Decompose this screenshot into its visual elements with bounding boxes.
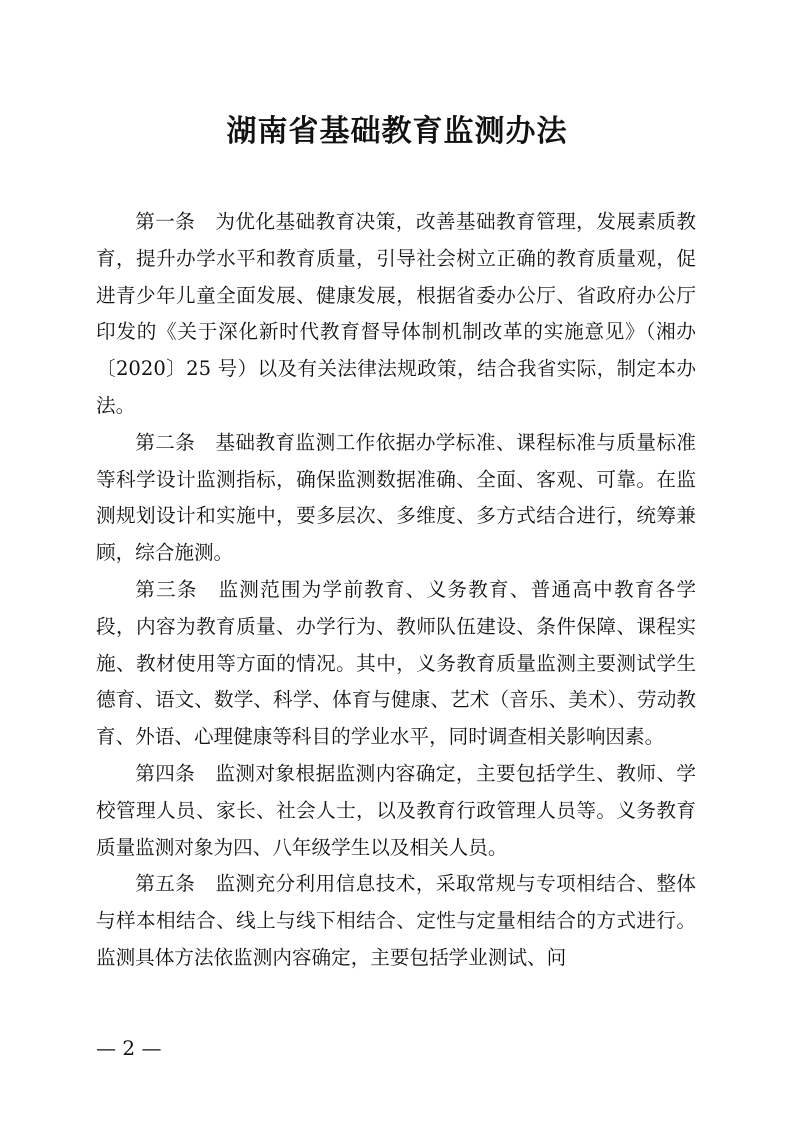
document-body xyxy=(96,204,696,977)
page-number: — 2 — xyxy=(96,1036,162,1060)
article-4-paragraph: 第四条 监测对象根据监测内容确定，主要包括学生、教师、学校管理人员、家长、社会人士，以及教育行政管理人员等。义务教育质量监测对象为四、八年级学生以及相关人员。 xyxy=(96,761,696,859)
article-1-paragraph: 第一条 为优化基础教育决策，改善基础教育管理，发展素质教育，提升办学水平和教育质量，引导社会树立正确的教育质量观，促进青少年儿童全面发展、健康发展，根据省委办公厅、省政府办公厅印发的《关于深化新时代教育督导体制机制改革的实施意见》（湘办〔2020〕25 号）以及有关法律法规政策，结合我省实际，制定本办法。 xyxy=(96,210,696,417)
article-5-paragraph: 第五条 监测充分利用信息技术，采取常规与专项相结合、整体与样本相结合、线上与线下相结合、定性与定量相结合的方式进行。监测具体方法依监测内容确定，主要包括学业测试、问 xyxy=(96,872,696,969)
article-3-paragraph: 第三条 监测范围为学前教育、义务教育、普通高中教育各学段，内容为教育质量、办学行为、教师队伍建设、条件保障、课程实施、教材使用等方面的情况。其中，义务教育质量监测主要测试学生德育、语文、数学、科学、体育与健康、艺术（音乐、美术）、劳动教育、外语、心理健康等科目的学业水平，同时调查相关影响因素。 xyxy=(96,577,696,749)
document-title: 湖南省基础教育监测办法 xyxy=(226,114,568,149)
article-2-paragraph: 第二条 基础教育监测工作依据办学标准、课程标准与质量标准等科学设计监测指标，确保监测数据准确、全面、客观、可靠。在监测规划设计和实施中，要多层次、多维度、多方式结合进行，统筹兼顾，综合施测。 xyxy=(96,430,696,565)
